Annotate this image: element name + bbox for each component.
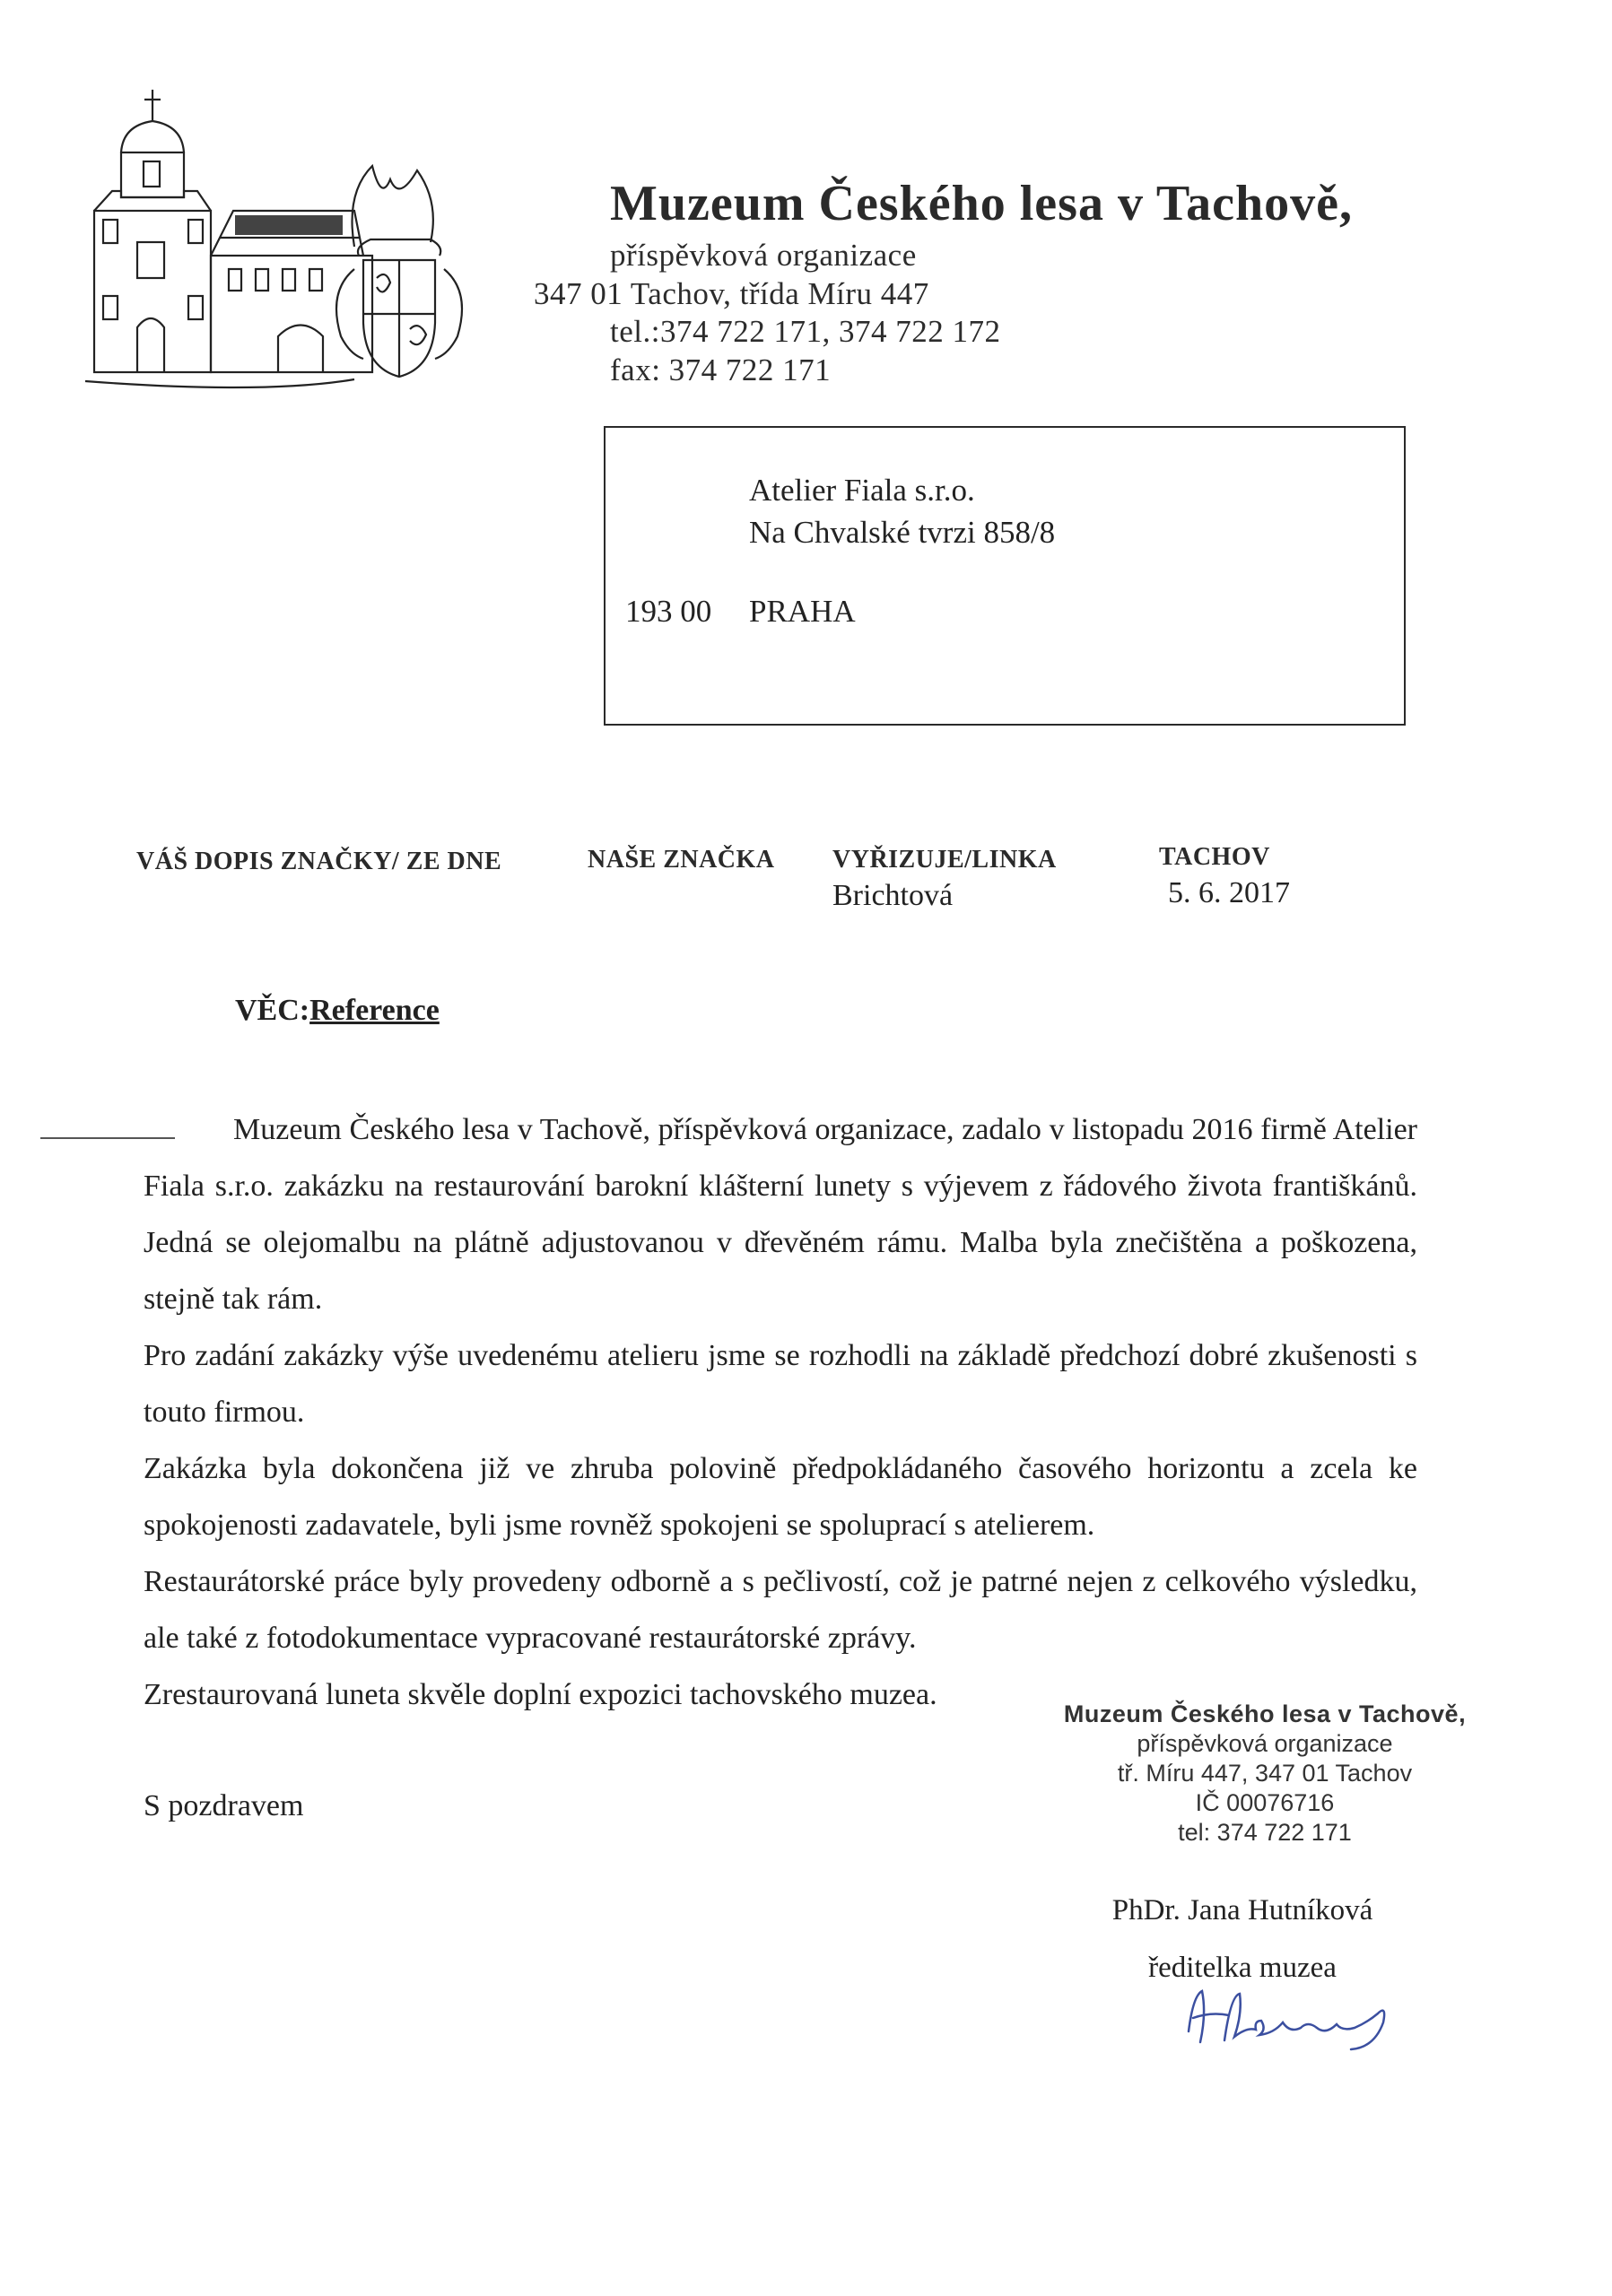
museum-logo [85,85,507,390]
your-letter-label: VÁŠ DOPIS ZNAČKY/ ZE DNE [136,848,502,875]
our-reference-label: NAŠE ZNAČKA [588,846,775,874]
body-paragraph: Pro zadání zakázky výše uvedenému atelieru jsme se rozhodli na základě předchozí dobré zkušenosti s touto firmou. [144,1339,1417,1429]
institution-address: 347 01 Tachov, třída Míru 447 [534,276,929,311]
stamp-line: příspěvková organizace [1137,1730,1393,1757]
signer-name: PhDr. Jana Hutníková [1111,1894,1373,1926]
place-label: TACHOV [1159,843,1270,871]
letter-date: 5. 6. 2017 [1168,876,1290,909]
body-paragraph: Restaurátorské práce byly provedeny odborně a s pečlivostí, což je patrné nejen z celkového výsledku, ale také z fotodokumentace vypracované restaurátorské zprávy. [144,1565,1417,1655]
recipient-city: PRAHA [749,594,856,629]
institution-type: příspěvková organizace [610,238,917,273]
subject-line [235,994,440,1028]
stamp-line: Muzeum Českého lesa v Tachově, [1063,1700,1467,1727]
recipient-zip: 193 00 [625,594,712,629]
subject-value: Reference [309,994,440,1027]
handled-by-value: Brichtová [832,879,954,912]
subject-label: VĚC: [235,994,310,1027]
letter-body [144,1101,1417,1723]
recipient-name: Atelier Fiala s.r.o. [749,473,975,508]
body-paragraph: Zakázka byla dokončena již ve zhruba polovině předpokládaného časového horizontu a zcela ke spokojenosti zadavatele, byli jsme rovněž spokojeni se spoluprací s atelierem. [144,1452,1417,1542]
recipient-street: Na Chvalské tvrzi 858/8 [749,515,1056,550]
institution-phone: tel.:374 722 171, 374 722 172 [610,314,1001,349]
institution-name: Muzeum Českého lesa v Tachově, [610,176,1353,231]
handwritten-signature [1175,1978,1408,2058]
institution-fax: fax: 374 722 171 [610,352,832,387]
stamp-line: IČ 00076716 [1195,1789,1335,1816]
recipient-address-box [604,426,1406,726]
stamp-line: tel: 374 722 171 [1178,1819,1352,1846]
signer-title: ředitelka muzea [1148,1952,1337,1984]
stamp-line: tř. Míru 447, 347 01 Tachov [1117,1760,1413,1787]
body-paragraph: Muzeum Českého lesa v Tachově, příspěvková organizace, zadalo v listopadu 2016 firmě Atelier Fiala s.r.o. zakázku na restaurování barokní klášterní lunety s výjevem z řádového života františkánů. Jedná se olejomalbu na plátně adjustovanou v dřevěném rámu. Malba byla znečištěna a poškozena, stejně tak rám. [144,1113,1417,1316]
official-stamp [1023,1700,1507,1848]
body-paragraph: Zrestaurovaná luneta skvěle doplní expozici tachovského muzea. [144,1678,937,1711]
handled-by-label: VYŘIZUJE/LINKA [832,846,1057,874]
greeting: S pozdravem [144,1789,304,1822]
